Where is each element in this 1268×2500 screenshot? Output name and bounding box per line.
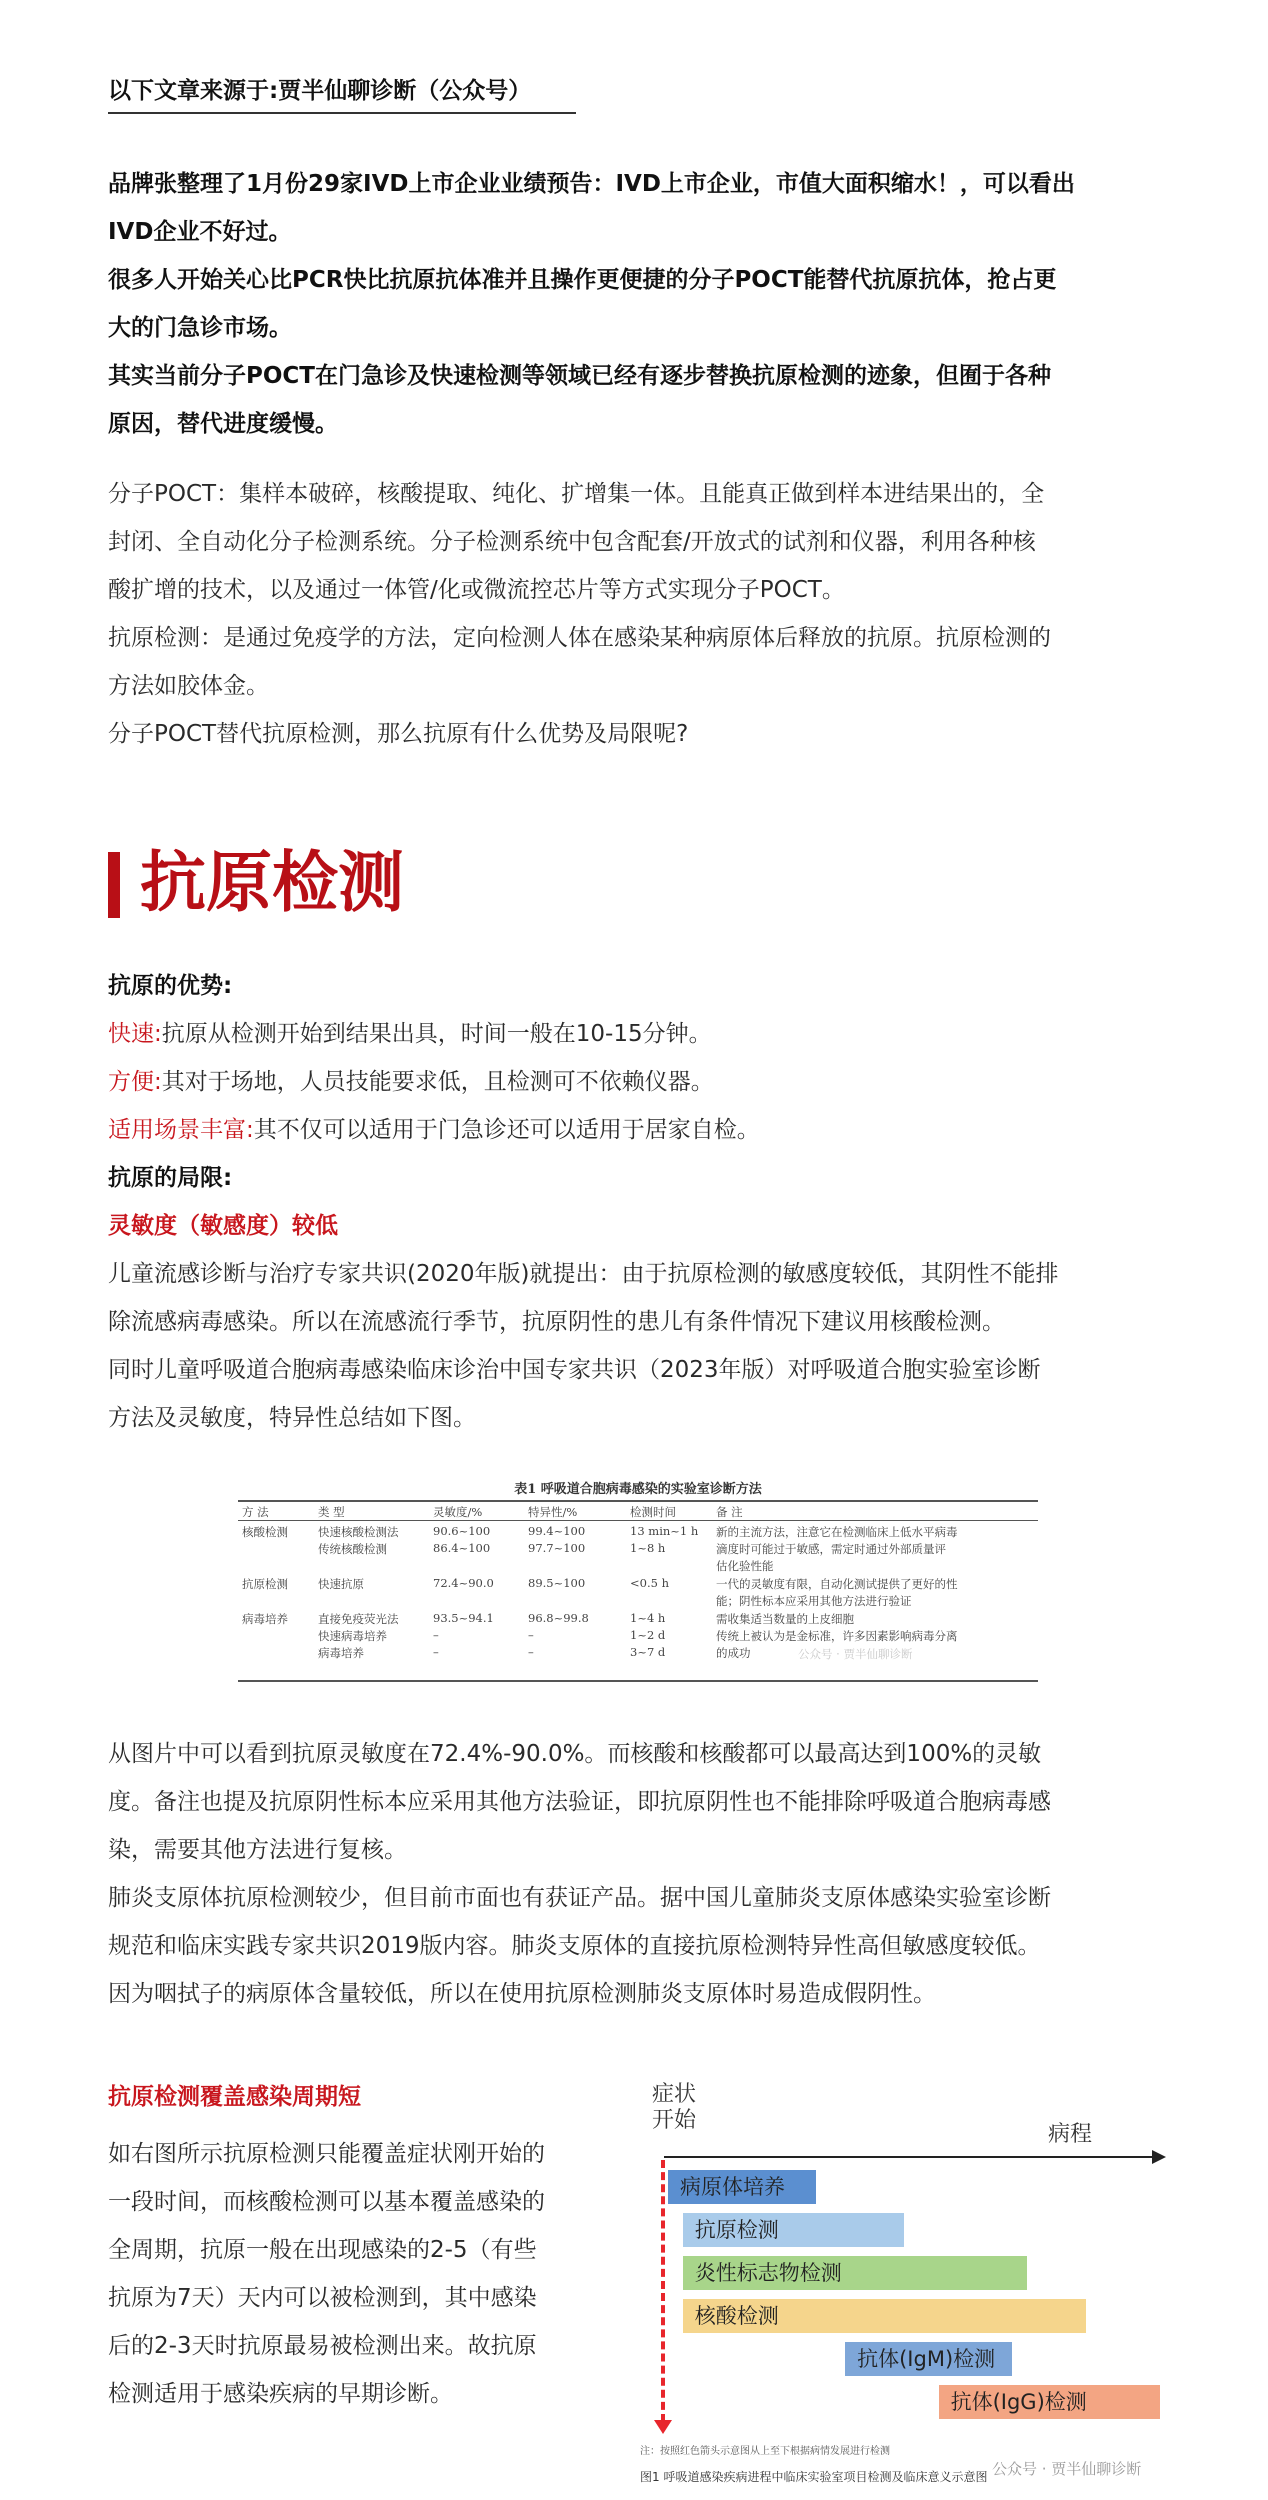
table-header-rule [238, 1520, 1038, 1521]
source-underline [108, 112, 576, 114]
advantage-text: 其对于场地，人员技能要求低，且检测可不依赖仪器。 [161, 1069, 714, 1095]
coverage-line: 一段时间，而核酸检测可以基本覆盖感染的 [108, 2189, 545, 2215]
table-cell: – [433, 1628, 439, 1642]
table-cell: <0.5 h [630, 1576, 669, 1590]
course-label: 病程 [1048, 2122, 1093, 2147]
section-title: 抗原检测 [140, 844, 404, 921]
after-table-paragraph [108, 1730, 1160, 2018]
table-cell: 快速病毒培养 [318, 1629, 387, 1643]
coverage-paragraph [108, 2130, 608, 2418]
intro-plain-line: 方法如胶体金。 [108, 673, 269, 699]
table-cell: 新的主流方法，注意它在检测临床上低水平病毒 [716, 1525, 958, 1539]
table-header-cell: 类 型 [318, 1505, 345, 1519]
after-table-line: 肺炎支原体抗原检测较少，但目前市面也有获证产品。据中国儿童肺炎支原体感染实验室诊断 [108, 1885, 1051, 1911]
coverage-line: 检测适用于感染疾病的早期诊断。 [108, 2381, 453, 2407]
timeline-bar [845, 2342, 1012, 2376]
diagram-caption: 图1 呼吸道感染疾病进程中临床实验室项目检测及临床意义示意图 [640, 2470, 988, 2484]
timeline-bar-label: 抗原检测 [694, 2218, 779, 2242]
table-cell: 一代的灵敏度有限，自动化测试提供了更好的性 [716, 1577, 958, 1591]
red-dashed-arrow-line [661, 2160, 665, 2422]
intro-plain-line: 分子POCT：集样本破碎，核酸提取、纯化、扩增集一体。且能真正做到样本进结果出的，全 [108, 481, 1045, 507]
intro-plain-paragraph [108, 470, 1160, 758]
table-cell: 滴度时可能过于敏感，需定时通过外部质量评 [716, 1542, 946, 1556]
intro-bold-line: 其实当前分子POCT在门急诊及快速检测等领域已经有逐步替换抗原检测的迹象，但囿于各种 [108, 363, 1051, 389]
table-cell: 86.4~100 [433, 1541, 491, 1555]
table-cell: 病毒培养 [242, 1612, 288, 1626]
table-cell: 13 min~1 h [630, 1524, 699, 1538]
after-table-line: 规范和临床实践专家共识2019版内容。肺炎支原体的直接抗原检测特异性高但敏感度较低。 [108, 1933, 1041, 1959]
table-header-cell: 备 注 [716, 1505, 743, 1519]
table-header-cell: 灵敏度/% [433, 1505, 483, 1519]
after-table-line: 从图片中可以看到抗原灵敏度在72.4%-90.0%。而核酸和核酸都可以最高达到100%的灵敏 [108, 1741, 1042, 1767]
table-cell: 89.5~100 [528, 1576, 586, 1590]
table-cell: 核酸检测 [242, 1525, 288, 1539]
course-arrow-line [664, 2156, 1154, 2158]
limitations-heading: 抗原的局限: [108, 1165, 233, 1191]
coverage-line: 抗原为7天）天内可以被检测到，其中感染 [108, 2285, 537, 2311]
intro-bold-line: 原因，替代进度缓慢。 [108, 411, 338, 437]
section-title-bar [108, 852, 120, 918]
intro-bold-paragraph [108, 160, 1160, 448]
coverage-heading: 抗原检测覆盖感染周期短 [108, 2084, 361, 2110]
advantage-text: 抗原从检测开始到结果出具，时间一般在10-15分钟。 [161, 1021, 712, 1047]
diagram-note: 注：按照红色箭头示意图从上至下根据病情发展进行检测 [640, 2446, 890, 2457]
table-cell: 1~2 d [630, 1628, 666, 1642]
intro-plain-line: 抗原检测：是通过免疫学的方法，定向检测人体在感染某种病原体后释放的抗原。抗原检测的 [108, 625, 1051, 651]
table-top-rule [238, 1500, 1038, 1502]
timeline-bar-label: 抗体(IgG)检测 [950, 2390, 1087, 2414]
advantage-label: 适用场景丰富: [108, 1117, 254, 1143]
table-cell: 直接免疫荧光法 [318, 1612, 399, 1626]
advantage-label: 方便: [108, 1069, 162, 1095]
intro-bold-line: 大的门急诊市场。 [108, 315, 292, 341]
table-cell: – [528, 1628, 534, 1642]
timeline-bar [668, 2170, 816, 2204]
source-line-text: 以下文章来源于:贾半仙聊诊断（公众号） [108, 78, 532, 104]
table-cell: 1~4 h [630, 1611, 666, 1625]
intro-bold-line: 很多人开始关心比PCR快比抗原抗体准并且操作更便捷的分子POCT能替代抗原抗体，抢占更 [108, 267, 1057, 293]
table-cell: 72.4~90.0 [433, 1576, 494, 1590]
timeline-bar-label: 炎性标志物检测 [694, 2261, 842, 2285]
timeline-bar [683, 2213, 904, 2247]
timeline-bar-label: 核酸检测 [694, 2304, 779, 2328]
table-cell: 传统上被认为是金标准，许多因素影响病毒分离 [716, 1629, 958, 1643]
advantage-item [108, 1106, 1160, 1154]
limitation-line: 同时儿童呼吸道合胞病毒感染临床诊治中国专家共识（2023年版）对呼吸道合胞实验室诊断 [108, 1357, 1041, 1383]
limitation-line: 方法及灵敏度，特异性总结如下图。 [108, 1405, 476, 1431]
table-watermark: 公众号 · 贾半仙聊诊断 [798, 1647, 913, 1661]
advantage-item [108, 1058, 1160, 1106]
timeline-bar [939, 2385, 1160, 2419]
timeline-bar-label: 抗体(IgM)检测 [857, 2347, 996, 2371]
intro-plain-line: 分子POCT替代抗原检测，那么抗原有什么优势及局限呢? [108, 721, 689, 747]
table-cell: 3~7 d [630, 1645, 666, 1659]
advantage-item [108, 1010, 1160, 1058]
intro-plain-line: 封闭、全自动化分子检测系统。分子检测系统中包含配套/开放式的试剂和仪器，利用各种核 [108, 529, 1036, 555]
after-table-line: 度。备注也提及抗原阴性标本应采用其他方法验证，即抗原阴性也不能排除呼吸道合胞病毒感 [108, 1789, 1051, 1815]
table-cell: 93.5~94.1 [433, 1611, 494, 1625]
after-table-line: 因为咽拭子的病原体含量较低，所以在使用抗原检测肺炎支原体时易造成假阴性。 [108, 1981, 936, 2007]
advantages-heading: 抗原的优势: [108, 973, 233, 999]
coverage-line: 后的2-3天时抗原最易被检测出来。故抗原 [108, 2333, 537, 2359]
limitation-line: 除流感病毒感染。所以在流感流行季节，抗原阴性的患儿有条件情况下建议用核酸检测。 [108, 1309, 1005, 1335]
table-cell: 估化验性能 [716, 1559, 774, 1573]
advantage-text: 其不仅可以适用于门急诊还可以适用于居家自检。 [253, 1117, 760, 1143]
table-cell: 抗原检测 [242, 1577, 288, 1591]
coverage-line: 如右图所示抗原检测只能覆盖症状刚开始的 [108, 2141, 545, 2167]
course-arrow-head-icon [1152, 2150, 1166, 2164]
after-table-line: 染，需要其他方法进行复核。 [108, 1837, 407, 1863]
table-cell: 需收集适当数量的上皮细胞 [716, 1612, 854, 1626]
limitation-subheading: 灵敏度（敏感度）较低 [108, 1213, 338, 1239]
table-cell: 的成功 [716, 1646, 751, 1660]
table-cell: – [528, 1645, 534, 1659]
table-cell: 96.8~99.8 [528, 1611, 589, 1625]
table-cell: 1~8 h [630, 1541, 666, 1555]
timeline-bar [683, 2299, 1086, 2333]
table-bottom-rule [238, 1680, 1038, 1682]
table-cell: 病毒培养 [318, 1646, 364, 1660]
intro-bold-line: 品牌张整理了1月份29家IVD上市企业业绩预告：IVD上市企业，市值大面积缩水！，可以看出 [108, 171, 1075, 197]
table-header-cell: 方 法 [242, 1505, 269, 1519]
table-cell: 90.6~100 [433, 1524, 491, 1538]
red-arrow-head-icon [654, 2420, 672, 2434]
timeline-bar-label: 病原体培养 [680, 2175, 785, 2199]
table-cell: 传统核酸检测 [318, 1542, 387, 1556]
table-cell: 快速核酸检测法 [318, 1525, 399, 1539]
table-cell: 99.4~100 [528, 1524, 586, 1538]
advantages-block [108, 962, 1160, 1442]
table-cell: – [433, 1645, 439, 1659]
coverage-line: 全周期，抗原一般在出现感染的2-5（有些 [108, 2237, 537, 2263]
infection-timeline-diagram [640, 2080, 1180, 2484]
timeline-bar [683, 2256, 1027, 2290]
table-header-cell: 检测时间 [630, 1505, 676, 1519]
limitation-line: 儿童流感诊断与治疗专家共识(2020年版)就提出：由于抗原检测的敏感度较低，其阴性不能排 [108, 1261, 1059, 1287]
table-cell: 快速抗原 [318, 1577, 364, 1591]
symptom-onset-label: 症状 开始 [652, 2082, 697, 2133]
table-header-cell: 特异性/% [528, 1505, 578, 1519]
intro-plain-line: 酸扩增的技术，以及通过一体管/化或微流控芯片等方式实现分子POCT。 [108, 577, 845, 603]
intro-bold-line: IVD企业不好过。 [108, 219, 292, 245]
table-caption: 表1 呼吸道合胞病毒感染的实验室诊断方法 [514, 1482, 762, 1497]
rsv-diagnosis-table [238, 1478, 1038, 1683]
table-cell: 能；阴性标本应采用其他方法进行验证 [716, 1594, 912, 1608]
diagram-watermark: 公众号 · 贾半仙聊诊断 [992, 2460, 1142, 2478]
table-cell: 97.7~100 [528, 1541, 586, 1555]
advantage-label: 快速: [108, 1021, 162, 1047]
